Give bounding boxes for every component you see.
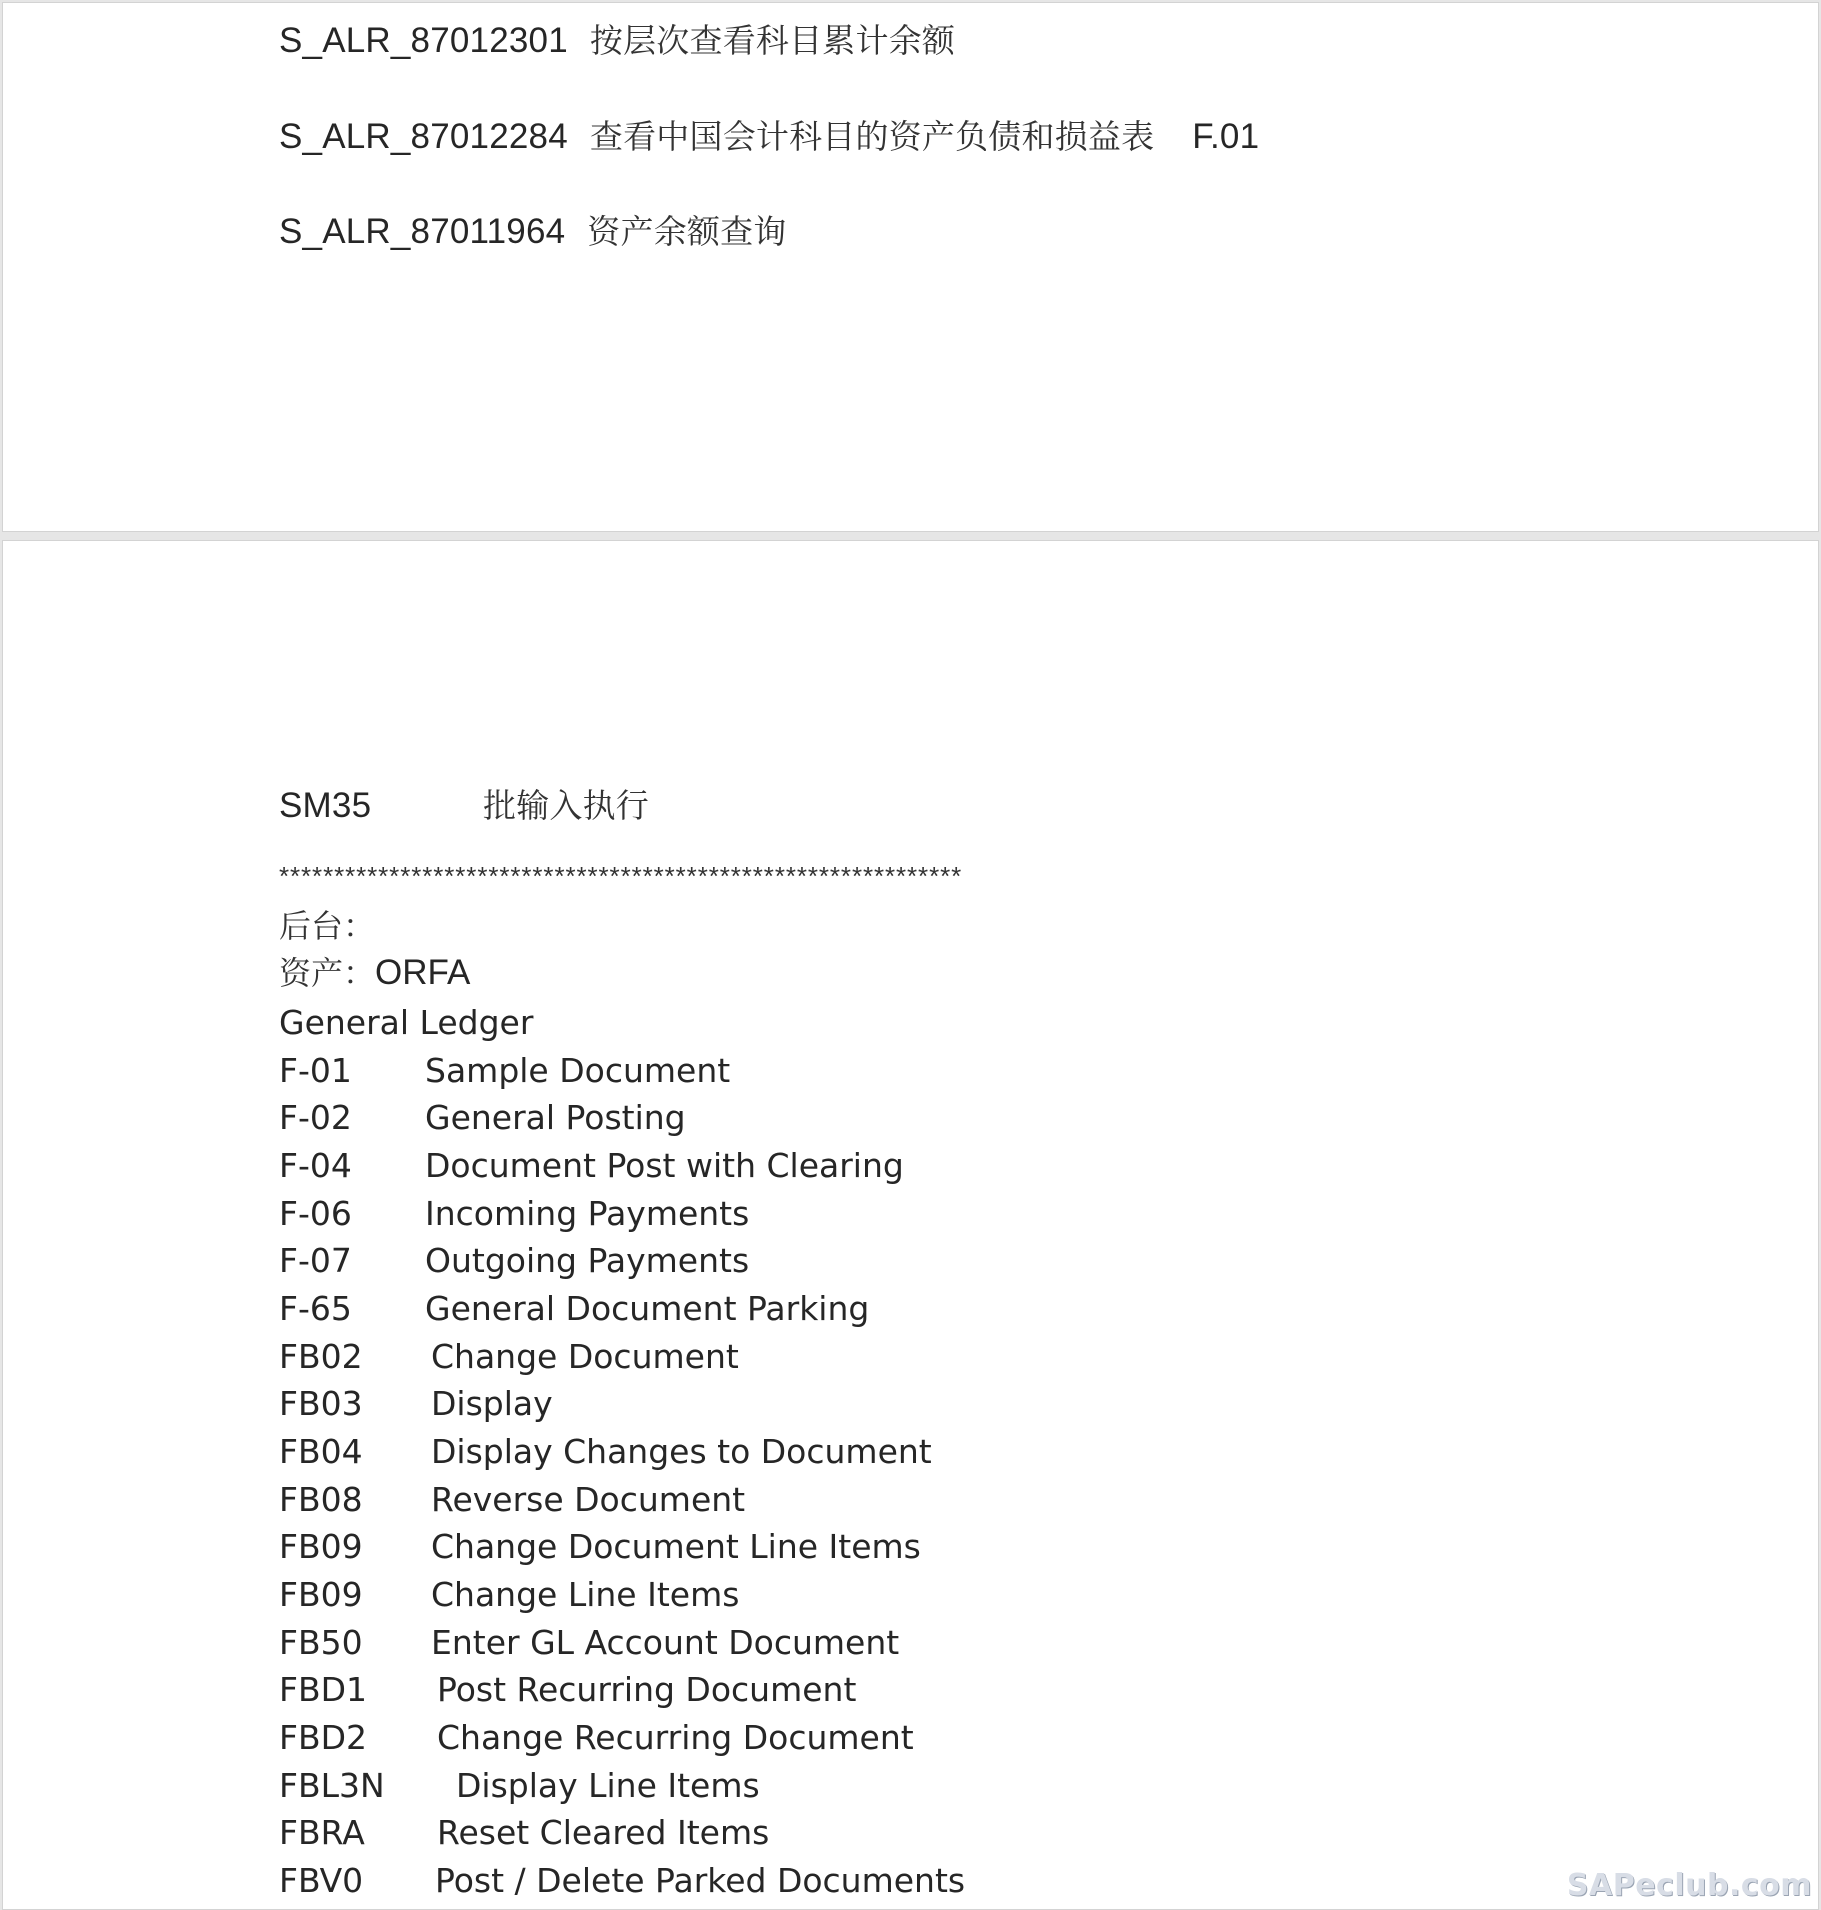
transaction-description: General Posting (425, 1098, 686, 1137)
table-row (279, 1480, 745, 1520)
transaction-description: General Document Parking (425, 1289, 870, 1328)
transaction-description: 资产余额查询 (587, 212, 787, 251)
transaction-code: F-06 (279, 1194, 352, 1233)
transaction-code: FBD1 (279, 1670, 368, 1709)
transaction-code: F-04 (279, 1146, 352, 1185)
transaction-description: Change Recurring Document (437, 1718, 914, 1757)
transaction-code: F-01 (279, 1051, 352, 1090)
transaction-description: Change Document (431, 1337, 739, 1376)
transaction-code: SM35 (279, 786, 372, 825)
report-line (279, 117, 1259, 157)
table-row (279, 1813, 769, 1853)
table-row (279, 1575, 739, 1615)
transaction-description: Post Recurring Document (437, 1670, 857, 1709)
transaction-code: F-07 (279, 1241, 352, 1280)
table-row (279, 1241, 749, 1281)
transaction-code-extra: F.01 (1192, 117, 1260, 156)
transaction-description: Incoming Payments (425, 1194, 750, 1233)
section-title: General Ledger (279, 1003, 534, 1042)
document-page-1 (2, 2, 1819, 532)
transaction-code: FB50 (279, 1623, 363, 1662)
transaction-description: 按层次查看科目累计余额 (589, 21, 956, 60)
table-row (279, 1527, 921, 1567)
table-row (279, 1194, 749, 1234)
transaction-code: FBL3N (279, 1766, 385, 1805)
transaction-code: S_ALR_87012284 (279, 117, 568, 156)
transaction-description: 批输入执行 (483, 786, 649, 825)
transaction-description: Change Document Line Items (431, 1527, 921, 1566)
transaction-code: FB02 (279, 1337, 363, 1376)
transaction-code: FB09 (279, 1527, 363, 1566)
transaction-description: 查看中国会计科目的资产负债和损益表 (589, 117, 1155, 156)
table-row (279, 1861, 965, 1901)
table-row (279, 1718, 914, 1758)
transaction-code: FB03 (279, 1384, 363, 1423)
transaction-description: Reverse Document (431, 1480, 746, 1519)
transaction-description: Change Line Items (431, 1575, 740, 1614)
table-row (279, 1051, 730, 1091)
table-row (279, 1384, 553, 1424)
document-page-2 (2, 540, 1819, 1910)
transaction-code: FB08 (279, 1480, 363, 1519)
table-row (279, 1337, 739, 1377)
table-row (279, 1670, 856, 1710)
transaction-description: Document Post with Clearing (425, 1146, 904, 1185)
transaction-code: FB04 (279, 1432, 363, 1471)
batch-input-line (279, 786, 649, 826)
table-row (279, 1623, 899, 1663)
transaction-code: S_ALR_87011964 (279, 212, 566, 251)
transaction-code: S_ALR_87012301 (279, 21, 568, 60)
transaction-description: Sample Document (425, 1051, 731, 1090)
transaction-code: F-02 (279, 1098, 352, 1137)
transaction-code: F-65 (279, 1289, 352, 1328)
transaction-code: FB09 (279, 1575, 363, 1614)
table-row (279, 1432, 932, 1472)
transaction-description: Enter GL Account Document (431, 1623, 900, 1662)
report-line (279, 21, 955, 61)
table-row (279, 1146, 904, 1186)
transaction-description: Display Line Items (456, 1766, 760, 1805)
asset-line (279, 953, 470, 993)
table-row (279, 1098, 686, 1138)
transaction-description: Outgoing Payments (425, 1241, 750, 1280)
asset-label: 资产： (279, 954, 376, 992)
watermark-logo: SAPeclub.com (1566, 1868, 1812, 1903)
transaction-description: Post / Delete Parked Documents (435, 1861, 966, 1900)
report-line (279, 212, 787, 252)
table-row (279, 1289, 869, 1329)
table-row (279, 1766, 760, 1806)
transaction-code: FBRA (279, 1813, 365, 1852)
backend-label: 后台： (279, 907, 376, 945)
transaction-description: Display Changes to Document (431, 1432, 932, 1471)
transaction-code: FBV0 (279, 1861, 364, 1900)
transaction-code: FBD2 (279, 1718, 368, 1757)
separator-line: ************************************************************** (279, 861, 963, 891)
transaction-description: Reset Cleared Items (437, 1813, 770, 1852)
transaction-description: Display (431, 1384, 553, 1423)
asset-value: ORFA (375, 953, 471, 992)
